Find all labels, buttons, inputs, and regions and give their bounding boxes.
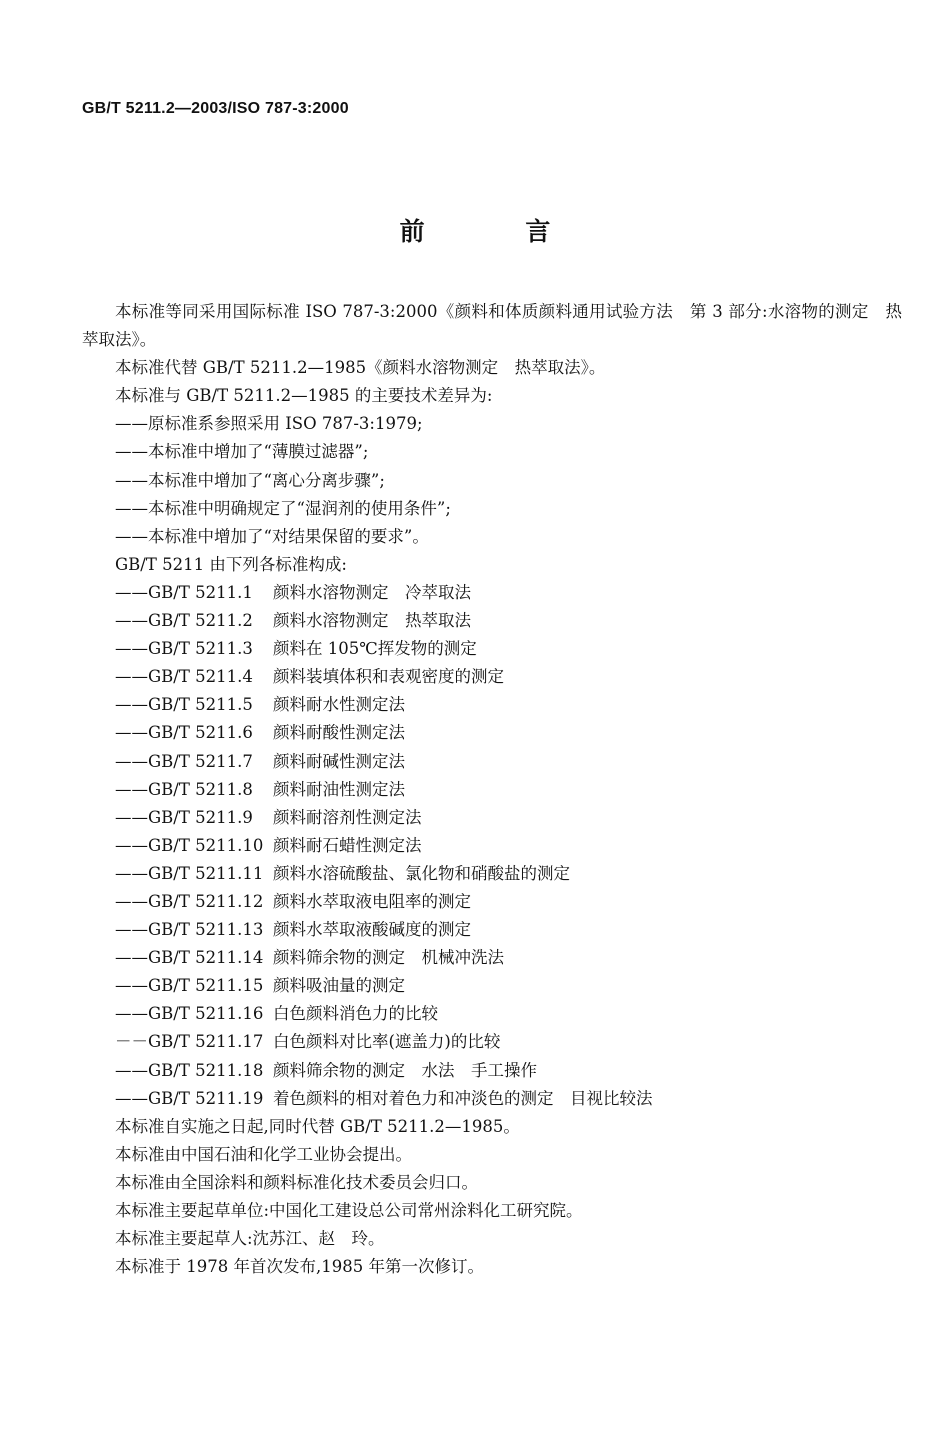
series-item (82, 719, 902, 747)
closing-paragraph: 本标准主要起草单位:中国化工建设总公司常州涂料化工研究院。 (115, 1201, 583, 1220)
series-name: 颜料耐碱性测定法 (273, 751, 405, 771)
series-item (82, 916, 902, 944)
series-name: 着色颜料的相对着色力和冲淡色的测定 目视比较法 (273, 1088, 653, 1108)
series-code: ——GB/T 5211.1 (115, 582, 253, 602)
series-code: ——GB/T 5211.16 (115, 1004, 264, 1024)
series-item (82, 748, 902, 776)
series-item (82, 888, 902, 916)
series-name: 颜料筛余物的测定 机械冲洗法 (273, 948, 504, 968)
series-item (82, 635, 902, 663)
series-name: 颜料耐溶剂性测定法 (273, 807, 422, 827)
page-title: 前 言 (399, 217, 597, 246)
series-code: ——GB/T 5211.13 (115, 920, 264, 940)
difference-item: ——本标准中增加了“薄膜过滤器”; (115, 442, 369, 462)
series-code: ——GB/T 5211.7 (115, 751, 253, 771)
series-name: 颜料水溶物测定 冷萃取法 (273, 582, 471, 602)
series-item (82, 1000, 902, 1028)
series-item (82, 663, 902, 691)
series-code: ——GB/T 5211.4 (115, 667, 253, 687)
series-item (82, 776, 902, 804)
series-item (82, 804, 902, 832)
difference-item: ——本标准中增加了“离心分离步骤”; (115, 470, 385, 490)
series-item (82, 1085, 902, 1113)
series-code: ——GB/T 5211.3 (115, 639, 253, 659)
series-name: 颜料耐油性测定法 (273, 779, 405, 799)
series-code: ——GB/T 5211.18 (115, 1060, 264, 1080)
series-name: 白色颜料消色力的比较 (273, 1004, 438, 1024)
series-code: ——GB/T 5211.9 (115, 807, 253, 827)
series-code: ——GB/T 5211.15 (115, 976, 264, 996)
series-item (82, 607, 902, 635)
series-item (82, 972, 902, 1000)
closing-paragraph: 本标准于 1978 年首次发布,1985 年第一次修订。 (115, 1257, 484, 1277)
closing-paragraph: 本标准由中国石油和化学工业协会提出。 (115, 1144, 412, 1164)
series-code: ——GB/T 5211.19 (115, 1088, 264, 1108)
difference-item: ——本标准中增加了“对结果保留的要求”。 (115, 526, 429, 546)
series-code: ——GB/T 5211.10 (115, 835, 264, 855)
closing-paragraph: 本标准主要起草人:沈苏江、赵 玲。 (115, 1229, 385, 1249)
series-code: －－GB/T 5211.17 (115, 1032, 264, 1052)
series-item (82, 944, 902, 972)
series-item (82, 1057, 902, 1085)
series-code: ——GB/T 5211.12 (115, 891, 264, 911)
series-code: ——GB/T 5211.8 (115, 779, 253, 799)
series-name: 颜料水萃取液电阻率的测定 (273, 891, 471, 911)
series-code: ——GB/T 5211.11 (115, 863, 264, 883)
series-name: 颜料装填体积和表观密度的测定 (273, 667, 504, 687)
closing-paragraph: 本标准由全国涂料和颜料标准化技术委员会归口。 (115, 1172, 478, 1192)
series-item (82, 579, 902, 607)
series-name: 颜料水溶物测定 热萃取法 (273, 611, 471, 631)
series-name: 颜料耐酸性测定法 (273, 723, 405, 743)
series-name: 颜料耐水性测定法 (273, 695, 405, 715)
adoption-paragraph: 本标准等同采用国际标准 ISO 787-3:2000《颜料和体质颜料通用试验方法 第 3 部分:水溶物的测定 热萃取法》。 (82, 302, 902, 350)
series-name: 颜料水溶硫酸盐、氯化物和硝酸盐的测定 (273, 863, 570, 883)
series-name: 颜料水萃取液酸碱度的测定 (273, 920, 471, 940)
differences-intro: 本标准与 GB/T 5211.2—1985 的主要技术差异为: (115, 386, 493, 406)
series-name: 白色颜料对比率(遮盖力)的比较 (273, 1032, 501, 1052)
series-name: 颜料筛余物的测定 水法 手工操作 (273, 1060, 537, 1080)
series-code: ——GB/T 5211.6 (115, 723, 253, 743)
foreword-body (82, 298, 902, 1281)
series-item (82, 832, 902, 860)
replacement-paragraph: 本标准代替 GB/T 5211.2—1985《颜料水溶物测定 热萃取法》。 (115, 358, 606, 378)
series-code: ——GB/T 5211.2 (115, 611, 253, 631)
difference-item: ——原标准系参照采用 ISO 787-3:1979; (115, 414, 423, 434)
series-item (82, 691, 902, 719)
series-item (82, 860, 902, 888)
series-code: ——GB/T 5211.14 (115, 948, 264, 968)
difference-item: ——本标准中明确规定了“湿润剂的使用条件”; (115, 498, 451, 518)
series-item (82, 1028, 902, 1056)
series-name: 颜料在 105℃挥发物的测定 (273, 639, 477, 659)
series-code: ——GB/T 5211.5 (115, 695, 253, 715)
closing-paragraph: 本标准自实施之日起,同时代替 GB/T 5211.2—1985。 (115, 1116, 520, 1136)
standard-code-header: GB/T 5211.2—2003/ISO 787-3:2000 (82, 100, 349, 117)
series-name: 颜料耐石蜡性测定法 (273, 835, 422, 855)
series-name: 颜料吸油量的测定 (273, 976, 405, 996)
series-intro: GB/T 5211 由下列各标准构成: (115, 554, 347, 574)
